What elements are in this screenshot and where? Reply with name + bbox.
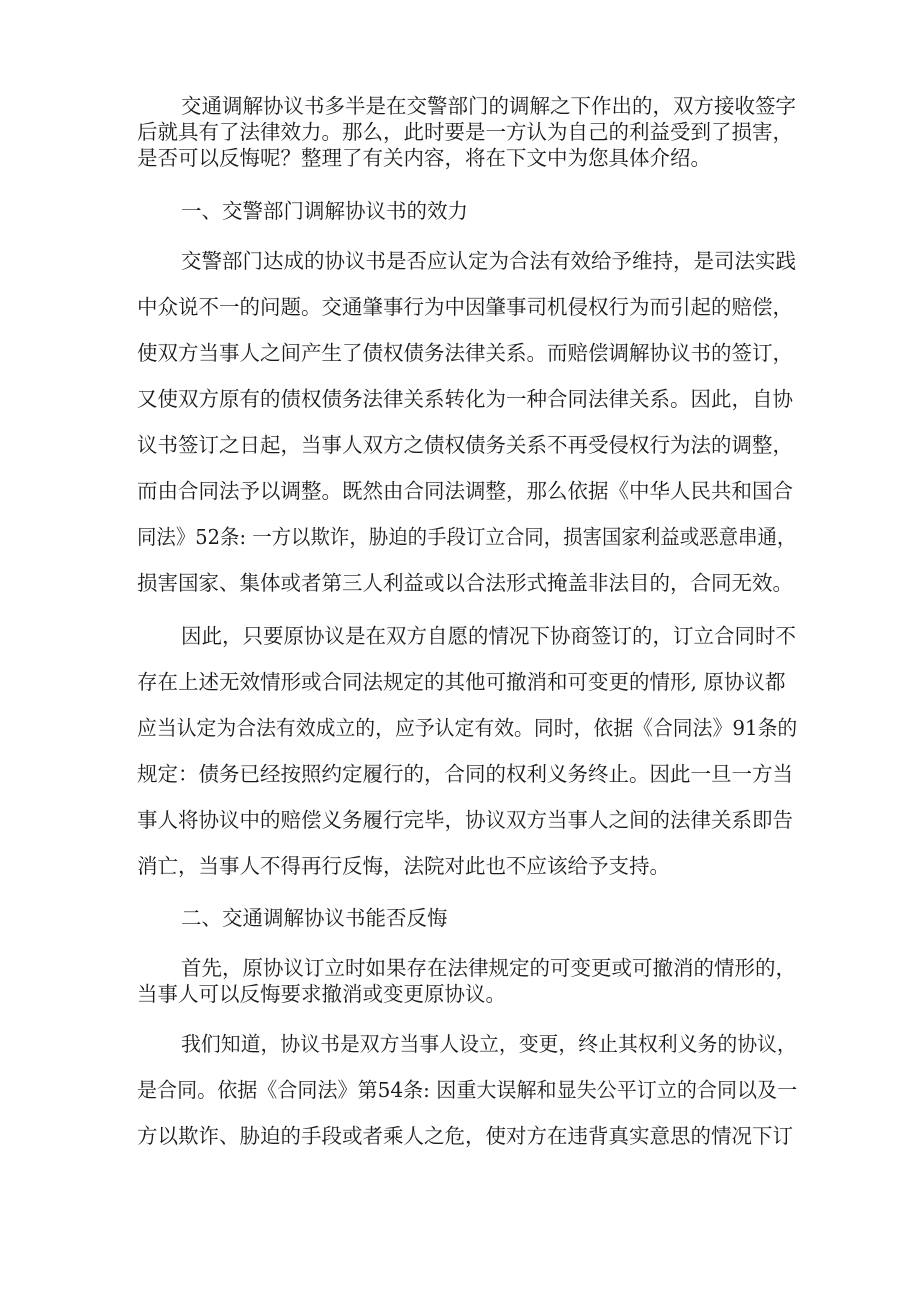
text-line: 首先，原协议订立时如果存在法律规定的可变更或可撤消的情形的， bbox=[181, 956, 796, 980]
text-line: 又使双方原有的债权债务法律关系转化为一种合同法律关系。因此，自协 bbox=[137, 387, 793, 411]
text-line: 同法》52条: 一方以欺诈，胁迫的手段订立合同，损害国家利益或恶意串通， bbox=[137, 525, 797, 549]
text-line: 中众说不一的问题。交通肇事行为中因肇事司机侵权行为而引起的赔偿， bbox=[137, 295, 793, 319]
text-line: 消亡，当事人不得再行反悔，法院对此也不应该给予支持。 bbox=[137, 854, 670, 878]
text-line: 我们知道，协议书是双方当事人设立，变更，终止其权利义务的协议， bbox=[181, 1032, 797, 1056]
text-line: 后就具有了法律效力。那么，此时要是一方认为自己的利益受到了损害， bbox=[137, 120, 793, 144]
text-line: 是合同。依据《合同法》第54条: 因重大误解和显失公平订立的合同以及一 bbox=[137, 1078, 798, 1102]
text-line: 而由合同法予以调整。既然由合同法调整，那么依据《中华人民共和国合 bbox=[137, 479, 793, 503]
section-heading: 二、交通调解协议书能否反悔 bbox=[181, 906, 448, 930]
text-line: 使双方当事人之间产生了债权债务法律关系。而赔偿调解协议书的签订， bbox=[137, 341, 793, 365]
text-line: 规定：债务已经按照约定履行的，合同的权利义务终止。因此一旦一方当 bbox=[137, 762, 793, 786]
text-line: 损害国家、集体或者第三人利益或以合法形式掩盖非法目的，合同无效。 bbox=[137, 571, 793, 595]
text-line: 交通调解协议书多半是在交警部门的调解之下作出的，双方接收签字 bbox=[181, 94, 796, 118]
text-line: 应当认定为合法有效成立的，应予认定有效。同时，依据《合同法》91条的 bbox=[137, 716, 798, 740]
text-line: 存在上述无效情形或合同法规定的其他可撤消和可变更的情形, 原协议都 bbox=[137, 670, 786, 694]
text-line: 方以欺诈、胁迫的手段或者乘人之危，使对方在违背真实意思的情况下订 bbox=[137, 1124, 793, 1148]
text-line: 交警部门达成的协议书是否应认定为合法有效给予维持，是司法实践 bbox=[181, 249, 796, 273]
text-line: 当事人可以反悔要求撤消或变更原协议。 bbox=[137, 982, 506, 1006]
text-line: 因此，只要原协议是在双方自愿的情况下协商签订的，订立合同时不 bbox=[181, 624, 796, 648]
text-line: 是否可以反悔呢？整理了有关内容，将在下文中为您具体介绍。 bbox=[137, 146, 711, 170]
text-line: 事人将协议中的赔偿义务履行完毕，协议双方当事人之间的法律关系即告 bbox=[137, 808, 793, 832]
section-heading: 一、交警部门调解协议书的效力 bbox=[181, 199, 468, 223]
text-line: 议书签订之日起，当事人双方之债权债务关系不再受侵权行为法的调整， bbox=[137, 433, 793, 457]
